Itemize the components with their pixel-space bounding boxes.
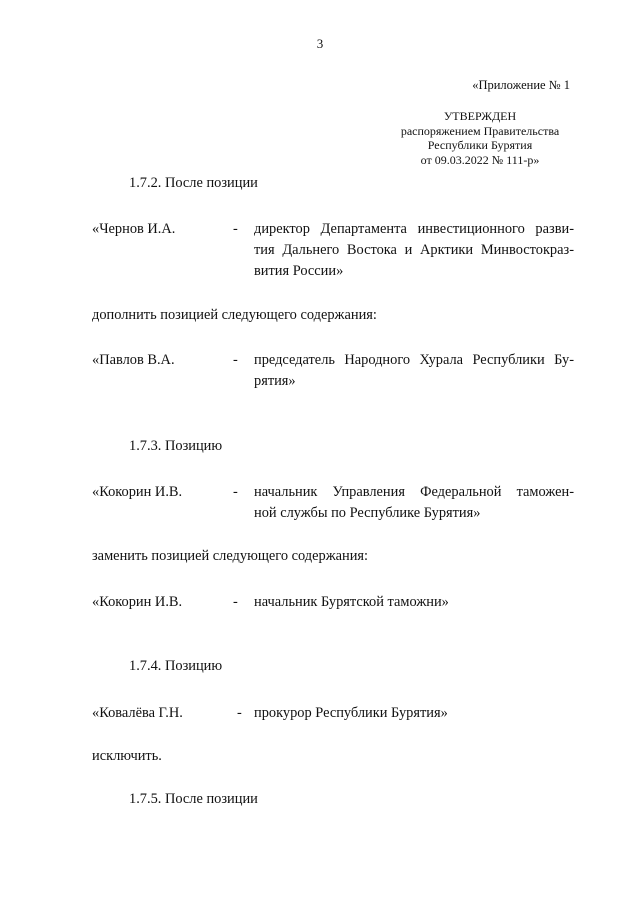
section-heading-1-7-3: 1.7.3. Позицию [129,438,223,454]
entry-dash: - [233,484,238,500]
entry-name: «Кокорин И.В. [92,484,183,500]
entry-description [254,219,574,282]
entry-description [254,703,574,724]
section-heading-1-7-5: 1.7.5. После позиции [129,791,258,807]
approved-label: УТВЕРЖДЕН [443,109,517,123]
entry-description-line: прокурор Республики Бурятия» [254,705,448,721]
approval-stamp [360,109,600,167]
entry-description [254,592,574,613]
section-heading-1-7-4: 1.7.4. Позицию [129,658,223,674]
entry-description-line: начальник Управления Федеральной таможен- [254,484,574,500]
entry-description-line: тия Дальнего Востока и Арктики Минвостокраз- [254,242,574,258]
instruction-text: заменить позицией следующего содержания: [92,548,369,564]
entry-description [254,482,574,524]
date-number-label: от 09.03.2022 № 111-р» [420,152,540,167]
entry-name: «Кокорин И.В. [92,594,183,610]
region-label: Республики Бурятия [427,138,533,152]
entry-description-line: директор Департамента инвестиционного разви- [254,221,574,237]
entry-description-line: ной службы по Республике Бурятия» [254,505,481,521]
entry-description-line: начальник Бурятской таможни» [254,594,449,610]
position-entry-kovaleva [92,703,574,724]
entry-dash: - [233,594,238,610]
entry-dash: - [233,352,238,368]
entry-description-line: председатель Народного Хурала Республики Бу- [254,352,574,368]
entry-name: «Ковалёва Г.Н. [92,705,183,721]
appendix-label: «Приложение № 1 [472,78,570,92]
entry-description-line: вития России» [254,263,344,279]
entry-name: «Павлов В.А. [92,352,175,368]
instruction-text: дополнить позицией следующего содержания: [92,307,377,323]
entry-description-line: рятия» [254,373,296,389]
position-entry-chernov [92,219,574,282]
entry-description [254,350,574,392]
position-entry-kokorin-old [92,482,574,524]
page-number: 3 [316,36,324,51]
instruction-text: исключить. [92,748,162,764]
entry-dash: - [237,705,242,721]
section-heading-1-7-2: 1.7.2. После позиции [129,175,258,191]
entry-name: «Чернов И.А. [92,221,176,237]
position-entry-pavlov [92,350,574,392]
position-entry-kokorin-new [92,592,574,613]
entry-dash: - [233,221,238,237]
approved-by-label: распоряжением Правительства [400,123,560,138]
